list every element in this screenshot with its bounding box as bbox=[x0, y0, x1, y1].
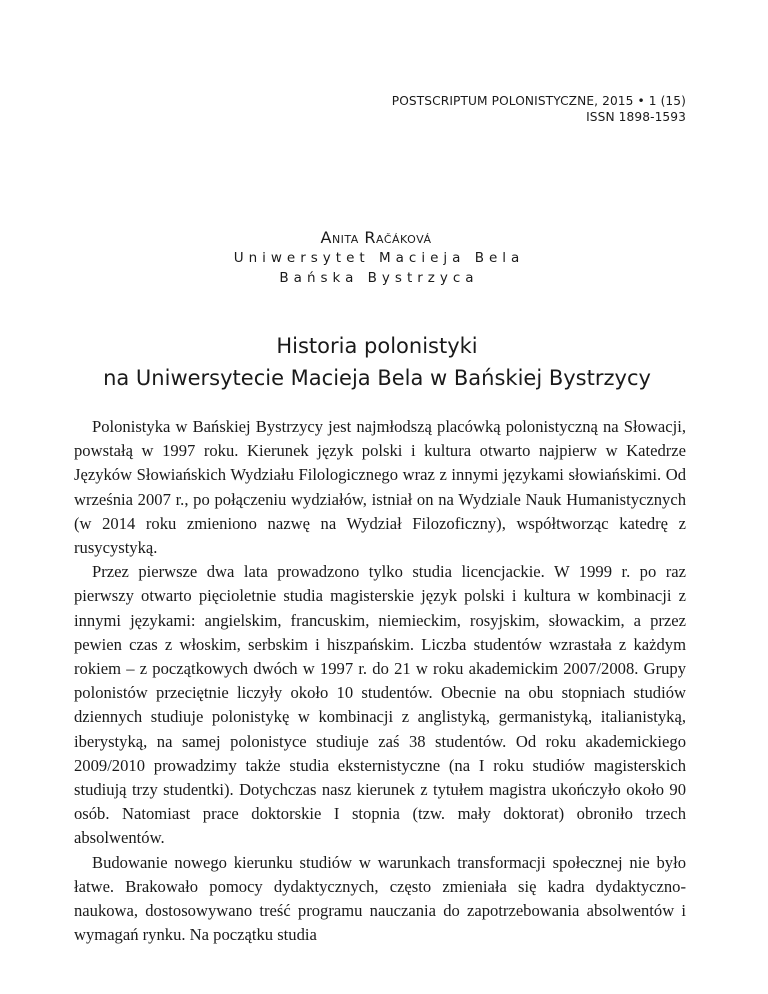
issn-number: ISSN 1898-1593 bbox=[586, 110, 686, 124]
article-title-line-1: Historia polonistyki bbox=[276, 334, 478, 358]
journal-citation: POSTSCRIPTUM POLONISTYCZNE, 2015 • 1 (15) bbox=[391, 94, 686, 108]
article-body bbox=[74, 415, 686, 947]
body-paragraph: Budowanie nowego kierunku studiów w warunkach transformacji społecznej nie było łatwe. Brakowało pomocy dydaktycznych, często zmieniała się kadra dydaktyczno-naukowa, dostosowywano treść programu nauczania do zapotrzebowania absolwentów i wymagań rynku. Na początku studia bbox=[74, 852, 686, 945]
author-affiliation-city: Bańska Bystrzyca bbox=[279, 270, 479, 286]
article-title-line-2: na Uniwersytecie Macieja Bela w Bańskiej Bystrzycy bbox=[103, 366, 651, 390]
article-title bbox=[0, 330, 768, 394]
author-name: Anita Račáková bbox=[320, 228, 432, 247]
body-paragraph: Przez pierwsze dwa lata prowadzono tylko studia licencjackie. W 1999 r. po raz pierwszy otwarto pięcioletnie studia magisterskie język polski i kultura w kombinacji z innymi językami: angielskim, francuskim, niemieckim, rosyjskim, słowackim, a przez pewien czas z włoskim, serbskim i hiszpańskim. Liczba studentów wzrastała z każdym rokiem – z początkowych dwóch w 1997 r. do 21 w roku akademickim 2007/2008. Grupy polonistów przeciętnie liczyły około 10 studentów. Obecnie na obu stopniach studiów dziennych studiuje polonistykę w kombinacji z anglistyką, germanistyką, italianistyką, iberystyką, na samej polonistyce studiuje zaś 38 studentów. Od roku akademickiego 2009/2010 prowadzimy także studia eksternistyczne (na I roku studiów magisterskich studiują trzy studentki). Dotychczas nasz kierunek z tytułem magistra ukończyło około 90 osób. Natomiast prace doktorskie I stopnia (tzw. mały doktorat) obroniło trzech absolwentów. bbox=[74, 562, 686, 848]
author-affiliation-university: Uniwersytet Macieja Bela bbox=[233, 250, 525, 266]
journal-header bbox=[392, 93, 686, 125]
body-paragraph: Polonistyka w Bańskiej Bystrzycy jest najmłodszą placówką polonistyczną na Słowacji, powstałą w 1997 roku. Kierunek język polski i kultura otwarto najpierw w Katedrze Języków Słowiańskich Wydziału Filologicznego wraz z innymi językami słowiańskimi. Od września 2007 r., po połączeniu wydziałów, istniał on na Wydziale Nauk Humanistycznych (w 2014 roku zmieniono nazwę na Wydział Filozoficzny), współtworząc katedrę z rusycystyką. bbox=[74, 417, 686, 558]
author-block bbox=[0, 228, 768, 288]
